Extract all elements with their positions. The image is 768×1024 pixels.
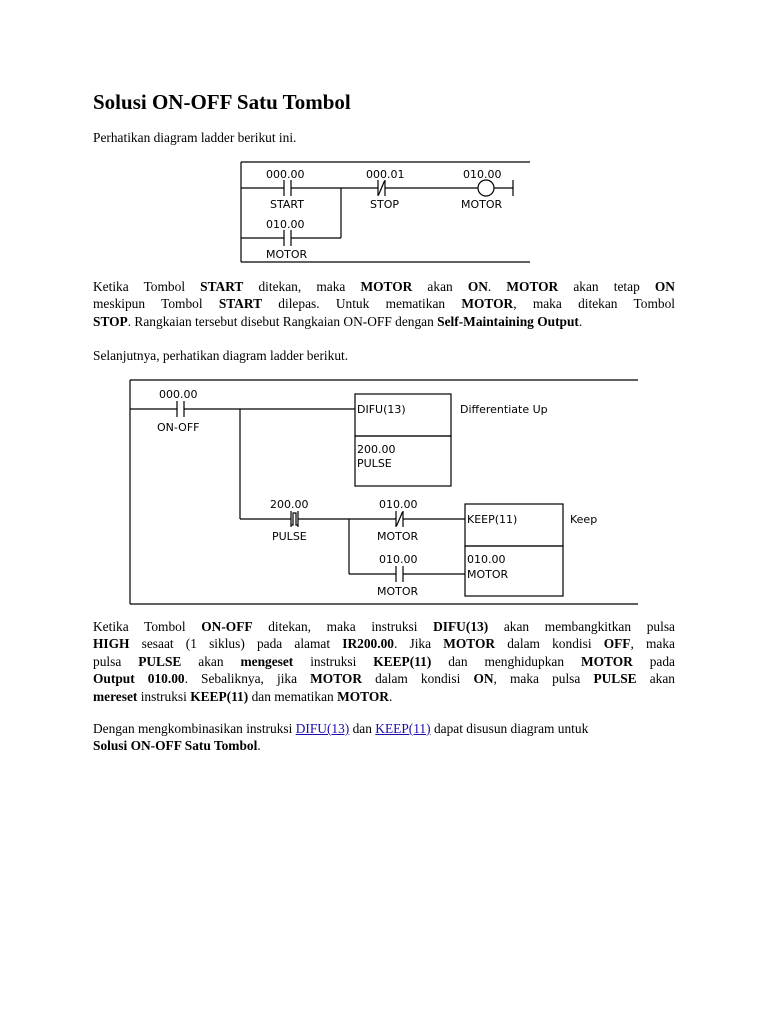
paragraph-3-line-2: Solusi ON-OFF Satu Tombol.	[93, 738, 261, 754]
start-label: START	[270, 198, 304, 211]
ladder-diagram-1	[235, 160, 535, 264]
paragraph-1-line-1: Ketika Tombol START ditekan, maka MOTOR akan ON. MOTOR akan tetap ON	[93, 279, 675, 294]
paragraph-2-line-2: HIGH sesaat (1 siklus) pada alamat IR200.00. Jika MOTOR dalam kondisi OFF, maka	[93, 636, 675, 652]
hold-label: MOTOR	[266, 248, 308, 261]
stop-label: STOP	[370, 198, 399, 211]
paragraph-3	[93, 720, 675, 755]
start-address: 000.00	[266, 168, 305, 181]
paragraph-3-line-1: Dengan mengkombinasikan instruksi DIFU(13) dan KEEP(11) dapat disusun diagram untuk	[93, 721, 589, 736]
motor-no-label: MOTOR	[377, 585, 419, 598]
difu-instruction: DIFU(13)	[357, 403, 406, 416]
motor-no-address: 010.00	[379, 553, 418, 566]
pulse-label: PULSE	[272, 530, 307, 543]
stop-address: 000.01	[366, 168, 405, 181]
difu-link[interactable]: DIFU(13)	[295, 721, 350, 736]
paragraph-1-line-3: STOP. Rangkaian tersebut disebut Rangkaian ON-OFF dengan Self-Maintaining Output.	[93, 313, 583, 329]
pulse-address: 200.00	[270, 498, 309, 511]
motor-coil-symbol	[478, 180, 494, 196]
ladder-diagram-2	[126, 378, 640, 606]
onoff-label: ON-OFF	[157, 421, 200, 434]
motor-nc-address: 010.00	[379, 498, 418, 511]
difu-note: Differentiate Up	[460, 403, 548, 416]
motor-coil-label: MOTOR	[461, 198, 503, 211]
paragraph-2-line-3: pulsa PULSE akan mengeset instruksi KEEP(11) dan menghidupkan MOTOR pada	[93, 653, 675, 669]
intro-2-text: Selanjutnya, perhatikan diagram ladder berikut.	[93, 348, 349, 363]
keep-instruction: KEEP(11)	[467, 513, 518, 526]
paragraph-2-line-4: Output 010.00. Sebaliknya, jika MOTOR dalam kondisi ON, maka pulsa PULSE akan	[93, 671, 675, 687]
difu-operand-address: 200.00	[357, 443, 396, 456]
paragraph-1-line-2: meskipun Tombol START dilepas. Untuk mematikan MOTOR, maka ditekan Tombol	[93, 296, 675, 312]
paragraph-1	[93, 278, 675, 330]
keep-operand-label: MOTOR	[467, 568, 509, 581]
paragraph-2	[93, 618, 675, 705]
motor-nc-label: MOTOR	[377, 530, 419, 543]
keep-link[interactable]: KEEP(11)	[375, 721, 431, 736]
keep-note: Keep	[570, 513, 598, 526]
difu-operand-label: PULSE	[357, 457, 392, 470]
motor-coil-address: 010.00	[463, 168, 502, 181]
keep-operand-address: 010.00	[467, 553, 506, 566]
onoff-address: 000.00	[159, 388, 198, 401]
paragraph-2-line-5: mereset instruksi KEEP(11) dan mematikan MOTOR.	[93, 688, 393, 704]
page-title: Solusi ON-OFF Satu Tombol	[93, 90, 351, 114]
hold-address: 010.00	[266, 218, 305, 231]
intro-text: Perhatikan diagram ladder berikut ini.	[93, 130, 297, 145]
paragraph-2-line-1: Ketika Tombol ON-OFF ditekan, maka instruksi DIFU(13) akan membangkitkan pulsa	[93, 619, 675, 634]
